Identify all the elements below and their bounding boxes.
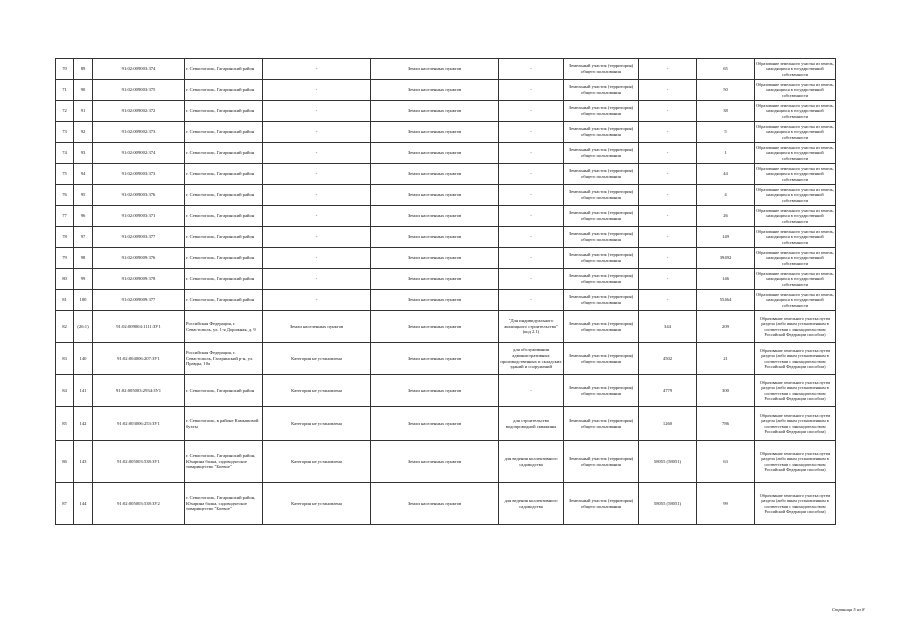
cell-plot-kind: Земельный участок (территория) общего пользования [564,248,639,269]
cell-row-number: 71 [56,80,74,101]
cell-area-original: - [639,227,697,248]
cell-area-original: - [639,185,697,206]
cell-area-new: 146 [697,269,755,290]
cell-area-original: - [639,269,697,290]
cell-permitted-use: для ведения коллективного садоводства [499,441,564,483]
cell-land-category: Категория не установлена [263,441,371,483]
cell-formation-basis: Образование земельного участка путем раздела (либо иным установленным в соответствии с законодательством Российской Федерации способом) [755,407,836,441]
cell-plot-id: 99 [74,269,93,290]
cell-land-type: Земли населенных пунктов [371,206,499,227]
cell-plot-id: 96 [74,206,93,227]
cell-area-new: 209 [697,311,755,343]
cell-cadastral-number: 91:02:009003:373 [93,164,185,185]
table-row [56,185,836,206]
cell-address: Российская Федерация, г. Севастополь, ул. 1-я Дорожная, д. 9 [185,311,263,343]
cell-land-category: Категория не установлена [263,407,371,441]
cell-address: г. Севастополь, Гагаринский район [185,375,263,407]
table-row [56,441,836,483]
cell-area-new: 50 [697,80,755,101]
cell-permitted-use: для ведения коллективного садоводства [499,483,564,525]
cell-plot-id: 90 [74,80,93,101]
cell-plot-kind: Земельный участок (территория) общего пользования [564,227,639,248]
cell-formation-basis: Образование земельного участка путем раздела (либо иным установленным в соответствии с законодательством Российской Федерации способом) [755,441,836,483]
cell-row-number: 80 [56,269,74,290]
table-row [56,483,836,525]
cell-formation-basis: Образование земельного участка из земель, находящихся в государственной собственности [755,164,836,185]
cell-cadastral-number: 91:02:009009:376 [93,248,185,269]
cell-land-category: Категория не установлена [263,375,371,407]
cell-address: г. Севастополь, Гагаринский район [185,185,263,206]
cell-land-category: - [263,227,371,248]
cell-plot-kind: Земельный участок (территория) общего пользования [564,80,639,101]
cell-land-category: - [263,143,371,164]
cell-land-type: Земли населенных пунктов [371,407,499,441]
cell-land-category: - [263,290,371,311]
cell-row-number: 87 [56,483,74,525]
cell-area-new: 1 [697,143,755,164]
cell-area-new: 5 [697,122,755,143]
cell-address: г. Севастополь, Гагаринский район [185,269,263,290]
cell-formation-basis: Образование земельного участка из земель, находящихся в государственной собственности [755,122,836,143]
cell-cadastral-number: 91:02:009003:375 [93,80,185,101]
cell-plot-id: 92 [74,122,93,143]
cell-plot-id: 143 [74,441,93,483]
cell-cadastral-number: 91:02:005003:538:ЗУ2 [93,483,185,525]
cell-permitted-use: - [499,143,564,164]
cell-land-type: Земли населенных пунктов [371,248,499,269]
cell-address: г. Севастополь, Гагаринский район [185,80,263,101]
cell-area-new: 21 [697,343,755,375]
cell-cadastral-number: 91:02:009009:378 [93,269,185,290]
cell-plot-kind: Земельный участок (территория) общего пользования [564,59,639,80]
table-row [56,206,836,227]
cell-permitted-use: для строительства водопроводной скважины [499,407,564,441]
cell-area-new: 99 [697,483,755,525]
cell-row-number: 85 [56,407,74,441]
cell-land-category: - [263,80,371,101]
cell-permitted-use: - [499,290,564,311]
cell-address: Российская Федерация, г. Севастополь, Гагаринский р-н, ул. Правды, 10а [185,343,263,375]
cell-area-original: - [639,143,697,164]
cell-address: г. Севастополь, Гагаринский район [185,122,263,143]
cell-formation-basis: Образование земельного участка из земель, находящихся в государственной собственности [755,290,836,311]
cell-formation-basis: Образование земельного участка из земель, находящихся в государственной собственности [755,143,836,164]
cell-address: г. Севастополь, в районе Камышовой бухты [185,407,263,441]
cell-area-original: - [639,80,697,101]
cell-land-type: Земли населенных пунктов [371,80,499,101]
cell-plot-id: 97 [74,227,93,248]
cell-cadastral-number: 91:02:004006:207:ЗУ1 [93,343,185,375]
cell-plot-id: 89 [74,59,93,80]
cell-plot-kind: Земельный участок (территория) общего пользования [564,343,639,375]
cell-cadastral-number: 91:02:009003:377 [93,227,185,248]
cell-permitted-use: - [499,248,564,269]
cell-area-original: - [639,290,697,311]
cell-area-original: - [639,101,697,122]
cell-area-new: 786 [697,407,755,441]
cell-plot-kind: Земельный участок (территория) общего пользования [564,483,639,525]
cell-plot-id: 140 [74,343,93,375]
cell-plot-id: (26:1) [74,311,93,343]
cell-plot-kind: Земельный участок (территория) общего пользования [564,101,639,122]
cell-area-original: 4502 [639,343,697,375]
cell-plot-id: 94 [74,164,93,185]
cell-plot-kind: Земельный участок (территория) общего пользования [564,290,639,311]
cell-land-category: - [263,101,371,122]
cell-plot-id: 95 [74,185,93,206]
cell-cadastral-number: 91:02:009003:376 [93,185,185,206]
table-row [56,269,836,290]
cell-plot-kind: Земельный участок (территория) общего пользования [564,407,639,441]
cell-land-category: - [263,59,371,80]
cell-formation-basis: Образование земельного участка из земель, находящихся в государственной собственности [755,227,836,248]
cell-address: г. Севастополь, Гагаринский район [185,59,263,80]
cell-land-category: - [263,185,371,206]
cell-permitted-use: "Для индивидуального жилищного строительства" (код 2.1) [499,311,564,343]
cell-row-number: 79 [56,248,74,269]
cell-row-number: 74 [56,143,74,164]
table-row [56,290,836,311]
cell-land-type: Земли населенных пунктов [371,290,499,311]
cell-permitted-use: - [499,101,564,122]
cell-address: г. Севастополь, Гагаринский район [185,248,263,269]
cell-permitted-use: - [499,269,564,290]
cell-cadastral-number: 91:02:009002:374 [93,143,185,164]
cell-row-number: 73 [56,122,74,143]
cell-row-number: 70 [56,59,74,80]
cell-area-new: 4 [697,185,755,206]
cell-plot-id: 100 [74,290,93,311]
cell-plot-kind: Земельный участок (территория) общего пользования [564,185,639,206]
cell-formation-basis: Образование земельного участка из земель, находящихся в государственной собственности [755,206,836,227]
cell-area-original: - [639,206,697,227]
cell-formation-basis: Образование земельного участка путем раздела (либо иным установленным в соответствии с законодательством Российской Федерации способом) [755,311,836,343]
cell-area-new: 149 [697,227,755,248]
table-row [56,59,836,80]
table-row [56,122,836,143]
page-number: Страница 5 из 8 [832,607,865,612]
cell-address: г. Севастополь, Гагаринский район [185,206,263,227]
document-page [55,58,836,525]
cell-area-original: - [639,164,697,185]
cell-land-type: Земли населенных пунктов [371,343,499,375]
cell-land-type: Земли населенных пунктов [371,101,499,122]
table-row [56,227,836,248]
cell-row-number: 81 [56,290,74,311]
cell-address: г. Севастополь, Гагаринский район [185,101,263,122]
table-row [56,143,836,164]
cell-address: г. Севастополь, Гагаринский район [185,290,263,311]
cell-row-number: 82 [56,311,74,343]
cell-land-category: - [263,122,371,143]
cell-formation-basis: Образование земельного участка из земель, находящихся в государственной собственности [755,185,836,206]
cell-row-number: 72 [56,101,74,122]
cell-plot-kind: Земельный участок (территория) общего пользования [564,441,639,483]
cell-address: г. Севастополь, Гагаринский район, Юхарина балка, садоводческое товарищество "Боевое" [185,483,263,525]
cell-land-category: - [263,269,371,290]
cell-land-category: - [263,206,371,227]
cell-plot-id: 91 [74,101,93,122]
cell-area-new: 55464 [697,290,755,311]
cell-land-category: - [263,248,371,269]
cell-formation-basis: Образование земельного участка из земель, находящихся в государственной собственности [755,80,836,101]
cell-plot-id: 93 [74,143,93,164]
cell-formation-basis: Образование земельного участка из земель, находящихся в государственной собственности [755,59,836,80]
cell-land-type: Земли населенных пунктов [371,375,499,407]
cell-address: г. Севастополь, Гагаринский район [185,164,263,185]
cell-row-number: 75 [56,164,74,185]
table-row [56,343,836,375]
cell-permitted-use: - [499,206,564,227]
cell-land-category: - [263,164,371,185]
cell-formation-basis: Образование земельного участка из земель, находящихся в государственной собственности [755,269,836,290]
cell-land-type: Земли населенных пунктов [371,59,499,80]
cell-area-new: 38 [697,101,755,122]
cell-plot-kind: Земельный участок (территория) общего пользования [564,206,639,227]
cell-plot-kind: Земельный участок (территория) общего пользования [564,143,639,164]
cell-area-original: - [639,59,697,80]
cell-plot-kind: Земельный участок (территория) общего пользования [564,122,639,143]
cell-cadastral-number: 91:02:009003:371 [93,206,185,227]
table-row [56,407,836,441]
cell-row-number: 86 [56,441,74,483]
cell-land-type: Земли населенных пунктов [371,269,499,290]
cell-cadastral-number: 91:02:003006:253:ЗУ1 [93,407,185,441]
cell-area-original: - [639,248,697,269]
cell-cadastral-number: 91:02:009002:372 [93,101,185,122]
cell-plot-id: 141 [74,375,93,407]
cell-area-original: 58055 (58051) [639,483,697,525]
cell-area-original: - [639,122,697,143]
cell-plot-kind: Земельный участок (территория) общего пользования [564,269,639,290]
cell-permitted-use: - [499,59,564,80]
cell-area-new: 44 [697,164,755,185]
cell-area-new: 26 [697,206,755,227]
cell-formation-basis: Образование земельного участка путем раздела (либо иным установленным в соответствии с законодательством Российской Федерации способом) [755,343,836,375]
cell-plot-id: 98 [74,248,93,269]
cell-land-type: Земли населенных пунктов [371,311,499,343]
cell-land-type: Земли населенных пунктов [371,164,499,185]
cell-plot-id: 144 [74,483,93,525]
cell-area-original: 1260 [639,407,697,441]
table-row [56,80,836,101]
cell-permitted-use: - [499,122,564,143]
table-row [56,101,836,122]
cell-permitted-use: - [499,375,564,407]
cell-area-new: 63 [697,441,755,483]
cell-plot-kind: Земельный участок (территория) общего пользования [564,311,639,343]
cell-row-number: 84 [56,375,74,407]
cell-area-new: 39492 [697,248,755,269]
cell-plot-kind: Земельный участок (территория) общего пользования [564,375,639,407]
cell-cadastral-number: 91:02:005003:538:ЗУ1 [93,441,185,483]
cell-formation-basis: Образование земельного участка путем раздела (либо иным установленным в соответствии с законодательством Российской Федерации способом) [755,483,836,525]
cell-area-original: 58055 (58051) [639,441,697,483]
table-row [56,375,836,407]
cell-area-new: 300 [697,375,755,407]
table-row [56,248,836,269]
cell-address: г. Севастополь, Гагаринский район [185,143,263,164]
cell-land-type: Земли населенных пунктов [371,185,499,206]
cell-cadastral-number: 91:02:009002:373 [93,122,185,143]
cell-permitted-use: - [499,164,564,185]
cell-permitted-use: - [499,80,564,101]
cell-row-number: 77 [56,206,74,227]
table-row [56,311,836,343]
cell-formation-basis: Образование земельного участка путем раздела (либо иным установленным в соответствии с законодательством Российской Федерации способом) [755,375,836,407]
cell-plot-id: 142 [74,407,93,441]
cell-land-category: Категория не установлена [263,483,371,525]
cell-permitted-use: - [499,185,564,206]
cell-address: г. Севастополь, Гагаринский район [185,227,263,248]
cell-cadastral-number: 91:02:009004:1111:ЗУ1 [93,311,185,343]
table-row [56,164,836,185]
cell-plot-kind: Земельный участок (территория) общего пользования [564,164,639,185]
cell-row-number: 83 [56,343,74,375]
cell-land-type: Земли населенных пунктов [371,143,499,164]
cell-area-original: 344 [639,311,697,343]
cell-row-number: 76 [56,185,74,206]
cell-area-original: 4779 [639,375,697,407]
cell-cadastral-number: 91:02:009003:374 [93,59,185,80]
cell-cadastral-number: 91:02:005003:2934:ЗУ1 [93,375,185,407]
cell-land-type: Земли населенных пунктов [371,227,499,248]
cell-permitted-use: для обслуживания административных производственных и складских зданий и сооружений [499,343,564,375]
cell-land-category: Категория не установлена [263,343,371,375]
cell-formation-basis: Образование земельного участка из земель, находящихся в государственной собственности [755,101,836,122]
cell-land-type: Земли населенных пунктов [371,483,499,525]
cell-land-category: Земли населенных пунктов [263,311,371,343]
cell-cadastral-number: 91:02:009009:377 [93,290,185,311]
land-plots-table [55,58,836,525]
cell-formation-basis: Образование земельного участка из земель, находящихся в государственной собственности [755,248,836,269]
cell-area-new: 65 [697,59,755,80]
cell-address: г. Севастополь, Гагаринский район, Юхарина балка, садоводческое товарищество "Боевое" [185,441,263,483]
cell-permitted-use: - [499,227,564,248]
cell-land-type: Земли населенных пунктов [371,122,499,143]
cell-land-type: Земли населенных пунктов [371,441,499,483]
cell-row-number: 78 [56,227,74,248]
